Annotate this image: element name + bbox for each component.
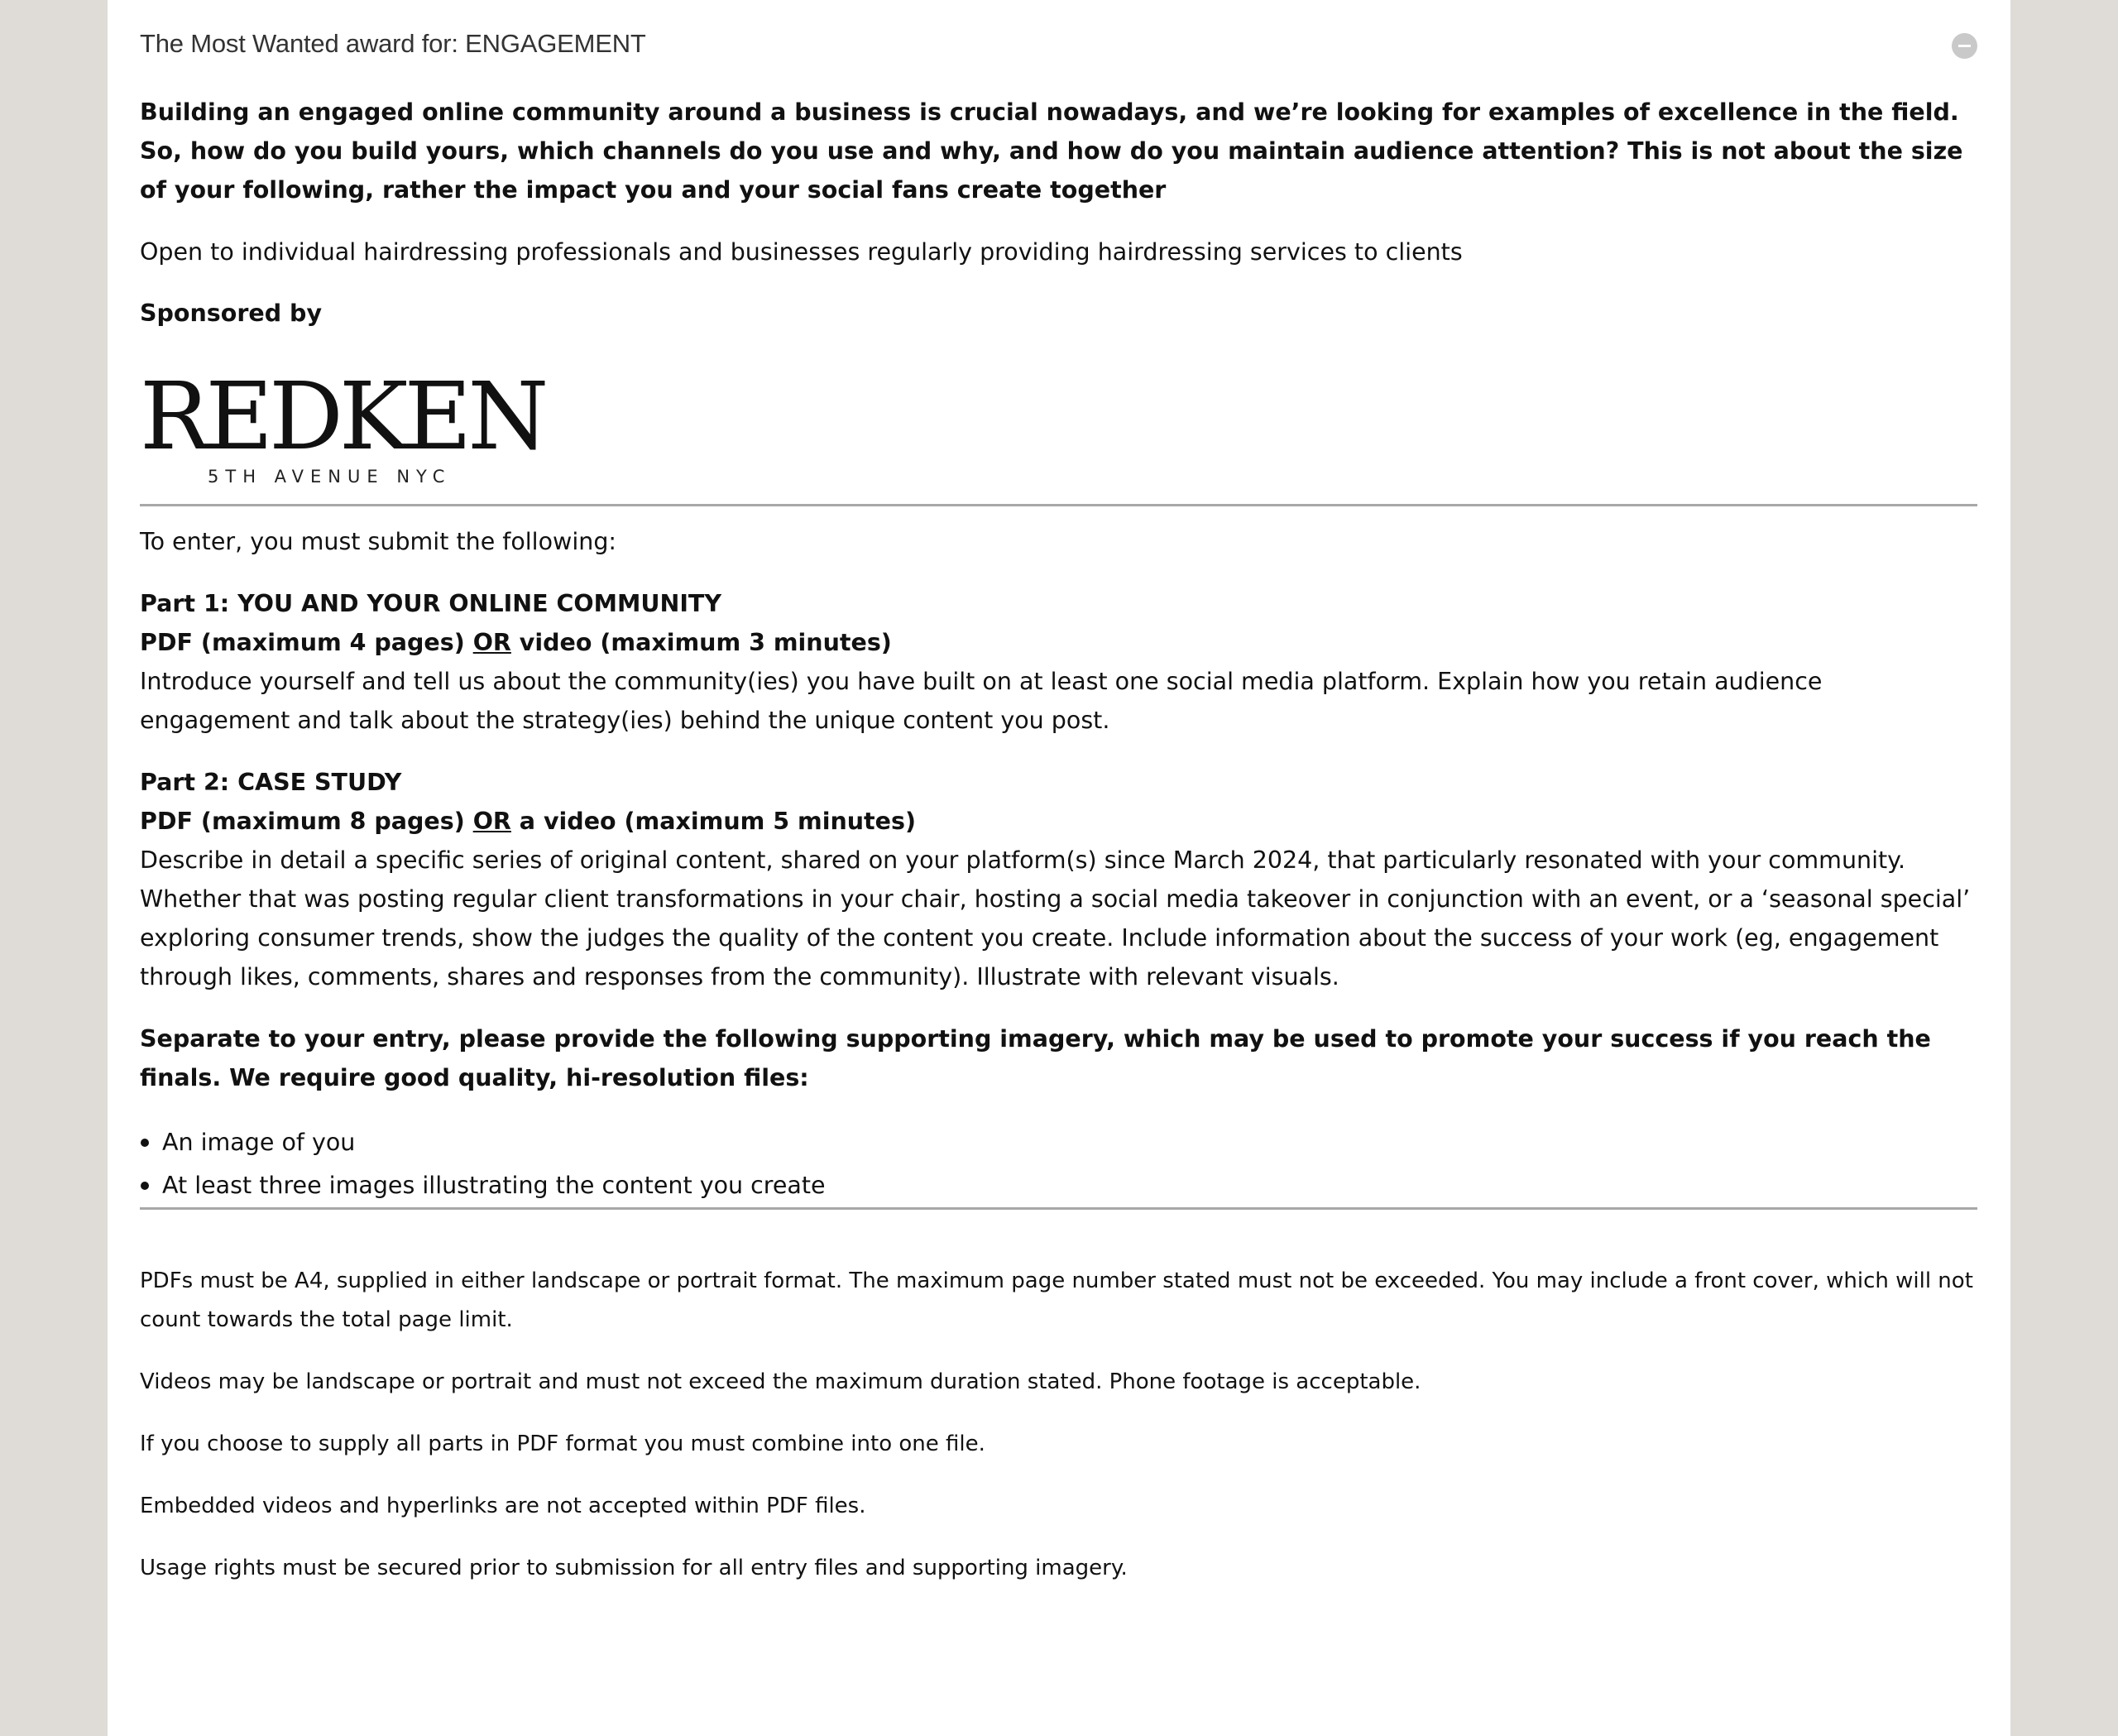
sponsor-logo (140, 363, 545, 504)
list-item: At least three images illustrating the content you create (140, 1164, 1977, 1207)
sponsor-logo-wordmark: REDKEN (140, 363, 545, 471)
note-video-format: Videos may be landscape or portrait and must not exceed the maximum duration stated. Phone footage is acceptable. (140, 1369, 1421, 1394)
note-usage-rights: Usage rights must be secured prior to submission for all entry files and supporting imagery. (140, 1556, 1128, 1580)
award-panel (108, 0, 2010, 1736)
supporting-imagery-list (140, 1121, 1977, 1207)
award-content (140, 0, 1977, 1588)
part2-format (140, 802, 1977, 841)
entry-intro: To enter, you must submit the following: (140, 528, 617, 555)
award-title: The Most Wanted award for: ENGAGEMENT (140, 29, 646, 58)
part1-title: Part 1: YOU AND YOUR ONLINE COMMUNITY (140, 590, 721, 617)
award-header[interactable] (140, 0, 1977, 93)
award-intro: Building an engaged online community around a business is crucial nowadays, and we’re looking for examples of excellence in the field. So, how do you build yours, which channels do you use and why, and how do you maintain audience attention? This is not about the size of your following, rather the impact you and your social fans create together (140, 98, 1963, 204)
part1-format-or: OR (472, 629, 511, 656)
note-combine-pdf: If you choose to supply all parts in PDF format you must combine into one file. (140, 1431, 985, 1456)
part2-format-video: a video (maximum 5 minutes) (510, 808, 916, 835)
supporting-imagery-heading: Separate to your entry, please provide the following supporting imagery, which may be used to promote your success if you reach the finals. We require good quality, hi-resolution files: (140, 1025, 1931, 1091)
part2-format-or: OR (472, 808, 511, 835)
part1-description: Introduce yourself and tell us about the community(ies) you have built on at least one social media platform. Explain how you retain audience engagement and talk about the strategy(ies) behind the unique content you post. (140, 668, 1823, 734)
sponsor-logo-tagline: 5TH AVENUE NYC (208, 467, 452, 487)
entry-notes (140, 1262, 1977, 1588)
part1-format-pdf: PDF (maximum 4 pages) (140, 629, 473, 656)
note-pdf-format: PDFs must be A4, supplied in either landscape or portrait format. The maximum page number stated must not be exceeded. You may include a front cover, which will not count towards the total page limit. (140, 1268, 1973, 1332)
divider (140, 504, 1977, 506)
part2-description: Describe in detail a specific series of original content, shared on your platform(s) since March 2024, that particularly resonated with your community. Whether that was posting regular client transformations in your chair, hosting a social media takeover in conjunction with an event, or a ‘seasonal special’ exploring consumer trends, show the judges the quality of the content you create. Include information about the success of your work (eg, engagement through likes, comments, shares and responses from the community). Illustrate with relevant visuals. (140, 846, 1971, 990)
part2-section (140, 763, 1977, 996)
part1-format (140, 623, 1977, 662)
part1-section (140, 584, 1977, 740)
collapse-icon[interactable] (1952, 33, 1977, 59)
list-item: An image of you (140, 1121, 1977, 1164)
part2-format-pdf: PDF (maximum 8 pages) (140, 808, 473, 835)
eligibility-text: Open to individual hairdressing professionals and businesses regularly providing hairdressing services to clients (140, 238, 1463, 266)
note-embedded-media: Embedded videos and hyperlinks are not accepted within PDF files. (140, 1494, 866, 1518)
part1-format-video: video (maximum 3 minutes) (510, 629, 892, 656)
sponsored-label: Sponsored by (140, 300, 323, 327)
part2-title: Part 2: CASE STUDY (140, 769, 402, 796)
divider (140, 1207, 1977, 1210)
